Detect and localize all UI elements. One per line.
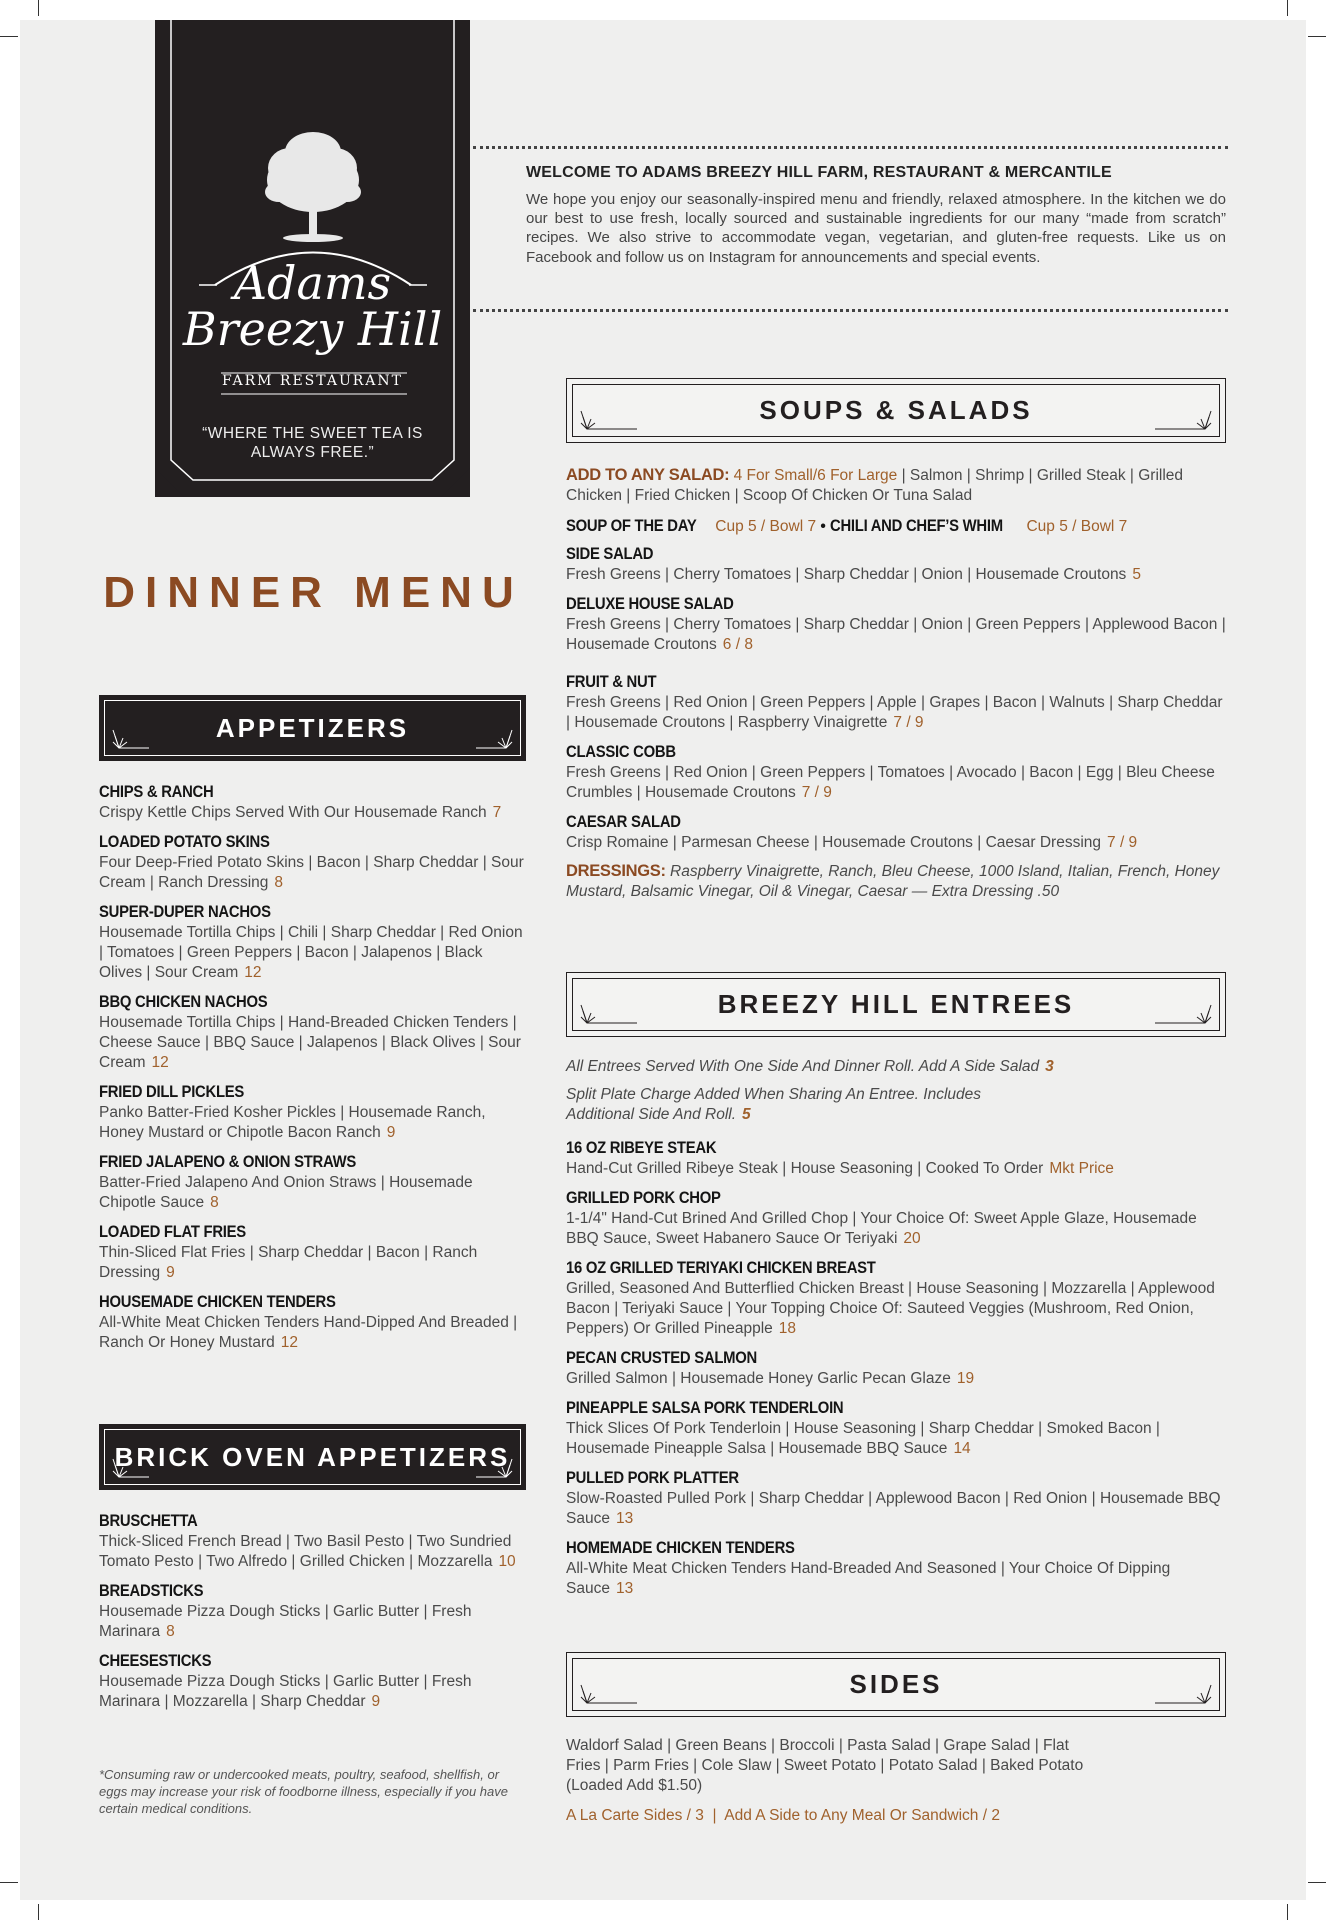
fan-ornament-icon	[579, 409, 639, 433]
menu-item	[99, 1151, 529, 1213]
menu-item	[566, 1467, 1230, 1529]
item-desc: Batter-Fried Jalapeno And Onion Straws | Housemade Chipotle Sauce	[99, 1174, 473, 1211]
item-price: 12	[244, 964, 262, 981]
dotted-divider	[473, 146, 1228, 149]
item-desc: Four Deep-Fried Potato Skins | Bacon | Sharp Cheddar | Sour Cream | Ranch Dressing	[99, 854, 524, 891]
entrees-list	[566, 1057, 1230, 1607]
logo-subtitle: FARM RESTAURANT	[221, 373, 403, 389]
welcome-block	[526, 164, 1226, 267]
dotted-divider	[473, 309, 1228, 312]
tagline: “WHERE THE SWEET TEA IS ALWAYS FREE.”	[202, 425, 423, 461]
item-name: LOADED FLAT FRIES	[99, 1223, 246, 1241]
sides-list	[566, 1736, 1106, 1826]
item-desc: Fresh Greens | Cherry Tomatoes | Sharp Cheddar | Onion | Housemade Croutons	[566, 566, 1127, 583]
item-price: 5	[1132, 566, 1141, 583]
item-desc: Panko Batter-Fried Kosher Pickles | Housemade Ranch, Honey Mustard or Chipotle Bacon Ranch	[99, 1104, 486, 1141]
soup-line	[566, 516, 1230, 537]
item-desc: Grilled, Seasoned And Butterflied Chicken Breast | House Seasoning | Mozzarella | Applewood Bacon | Teriyaki Sauce | Your Topping Choice Of: Sauteed Veggies (Mushroom, Red Onion, Peppers) Or Grilled Pineapple	[566, 1280, 1215, 1337]
item-desc: Crisp Romaine | Parmesan Cheese | Housemade Croutons | Caesar Dressing	[566, 834, 1102, 851]
item-name: 16 OZ RIBEYE STEAK	[566, 1139, 717, 1157]
item-price: 9	[386, 1124, 396, 1141]
menu-item	[99, 991, 529, 1073]
item-price: 20	[903, 1230, 921, 1247]
crop-mark	[1287, 1904, 1288, 1920]
item-name: DELUXE HOUSE SALAD	[566, 595, 734, 613]
menu-item	[99, 781, 529, 823]
appetizers-list	[99, 781, 529, 1361]
menu-item	[99, 1580, 529, 1642]
item-name: BBQ CHICKEN NACHOS	[99, 993, 268, 1011]
item-price: 18	[778, 1320, 797, 1337]
fan-ornament-icon	[579, 1003, 639, 1027]
item-price: 8	[210, 1194, 219, 1211]
item-name: FRUIT & NUT	[566, 673, 657, 691]
item-name: CAESAR SALAD	[566, 813, 681, 831]
logo-banner	[155, 20, 470, 497]
soup-label: SOUP OF THE DAY	[566, 517, 697, 535]
item-price: 14	[953, 1440, 971, 1457]
menu-item	[566, 1137, 1230, 1179]
welcome-heading: WELCOME TO ADAMS BREEZY HILL FARM, RESTAURANT & MERCANTILE	[526, 164, 1112, 181]
crop-mark	[1308, 36, 1326, 37]
crop-mark	[1287, 0, 1288, 16]
soups-salads-title: SOUPS & SALADS	[759, 395, 1033, 425]
menu-item	[99, 1291, 529, 1353]
appetizers-header	[99, 695, 526, 761]
item-price: Mkt Price	[1049, 1160, 1114, 1177]
crop-mark	[0, 1882, 18, 1883]
item-desc: Grilled Salmon | Housemade Honey Garlic Pecan Glaze	[566, 1370, 951, 1387]
item-name: 16 OZ GRILLED TERIYAKI CHICKEN BREAST	[566, 1259, 876, 1277]
entree-note-price: 3	[1045, 1058, 1054, 1075]
item-desc: Hand-Cut Grilled Ribeye Steak | House Seasoning | Cooked To Order	[566, 1160, 1044, 1177]
logo-text-line2: Breezy Hill	[182, 302, 443, 356]
split-plate-note	[566, 1085, 996, 1125]
item-desc: Fresh Greens | Red Onion | Green Peppers | Apple | Grapes | Bacon | Walnuts | Sharp Cheddar | Housemade Croutons | Raspberry Vinaigrette	[566, 694, 1223, 731]
dressings-text: Raspberry Vinaigrette, Ranch, Bleu Cheese, 1000 Island, Italian, French, Honey Mustard, Balsamic Vinegar, Oil & Vinegar, Caesar — Extra Dressing .50	[566, 863, 1220, 900]
entrees-title: BREEZY HILL ENTREES	[717, 989, 1075, 1019]
fan-ornament-icon	[111, 728, 151, 752]
item-desc: Housemade Tortilla Chips | Hand-Breaded Chicken Tenders | Cheese Sauce | BBQ Sauce | Jalapenos | Black Olives | Sour Cream	[99, 1014, 521, 1071]
crop-mark	[1308, 1882, 1326, 1883]
entrees-header	[566, 972, 1226, 1037]
item-name: BREADSTICKS	[99, 1582, 204, 1600]
fan-ornament-icon	[1153, 409, 1213, 433]
brick-oven-title: BRICK OVEN APPETIZERS	[114, 1441, 511, 1472]
crop-mark	[38, 0, 39, 16]
fan-ornament-icon	[1153, 1003, 1213, 1027]
item-price: 8	[166, 1623, 175, 1640]
item-desc: Slow-Roasted Pulled Pork | Sharp Cheddar | Applewood Bacon | Red Onion | Housemade BBQ Sauce	[566, 1490, 1221, 1527]
brick-oven-header	[99, 1424, 526, 1490]
entree-note	[566, 1057, 1230, 1077]
menu-item	[566, 1397, 1230, 1459]
item-name: FRIED DILL PICKLES	[99, 1083, 245, 1101]
item-name: CLASSIC COBB	[566, 743, 676, 761]
item-price: 8	[274, 874, 284, 891]
item-desc: Fresh Greens | Cherry Tomatoes | Sharp Cheddar | Onion | Green Peppers | Applewood Bacon | Housemade Croutons	[566, 616, 1226, 653]
menu-item	[566, 741, 1230, 803]
soups-salads-header	[566, 378, 1226, 443]
item-price: 12	[151, 1054, 169, 1071]
add-price: 4 For Small/6 For Large	[733, 467, 898, 484]
item-desc: Housemade Pizza Dough Sticks | Garlic Butter | Fresh Marinara | Mozzarella | Sharp Cheddar	[99, 1673, 472, 1710]
item-name: PULLED PORK PLATTER	[566, 1469, 739, 1487]
item-name: FRIED JALAPENO & ONION STRAWS	[99, 1153, 357, 1171]
chili-label: CHILI AND CHEF’S WHIM	[830, 517, 1003, 535]
item-name: HOMEMADE CHICKEN TENDERS	[566, 1539, 795, 1557]
item-desc: All-White Meat Chicken Tenders Hand-Breaded And Seasoned | Your Choice Of Dipping Sauce	[566, 1560, 1171, 1597]
menu-item	[566, 1257, 1230, 1339]
add-to-salad	[566, 465, 1230, 506]
item-price: 9	[166, 1264, 175, 1281]
item-price: 6 / 8	[722, 636, 753, 653]
dressings-label: DRESSINGS:	[566, 862, 666, 880]
menu-item	[99, 901, 529, 983]
item-desc: Crispy Kettle Chips Served With Our Housemade Ranch	[99, 804, 487, 821]
item-price: 19	[956, 1370, 975, 1387]
crop-mark	[0, 36, 18, 37]
brick-oven-list	[99, 1510, 529, 1720]
appetizers-title: APPETIZERS	[215, 712, 410, 743]
item-name: GRILLED PORK CHOP	[566, 1189, 721, 1207]
item-desc: Thick-Sliced French Bread | Two Basil Pesto | Two Sundried Tomato Pesto | Two Alfredo | Grilled Chicken | Mozzarella	[99, 1533, 512, 1570]
page-title: DINNER MENU	[103, 568, 524, 617]
fan-ornament-icon	[474, 728, 514, 752]
sides-title: SIDES	[849, 1669, 943, 1699]
item-price: 7 / 9	[801, 784, 832, 801]
menu-item	[99, 1650, 529, 1712]
dressings	[566, 861, 1230, 902]
menu-item	[99, 831, 529, 893]
fan-ornament-icon	[474, 1457, 514, 1481]
menu-item	[566, 593, 1230, 655]
menu-item	[566, 671, 1230, 733]
item-name: CHEESESTICKS	[99, 1652, 212, 1670]
item-name: PINEAPPLE SALSA PORK TENDERLOIN	[566, 1399, 844, 1417]
item-name: BRUSCHETTA	[99, 1512, 198, 1530]
chili-price: Cup 5 / Bowl 7	[1026, 518, 1128, 535]
item-price: 10	[498, 1553, 516, 1570]
split-plate-price: 5	[742, 1106, 751, 1123]
bullet: •	[820, 518, 826, 535]
fan-ornament-icon	[579, 1683, 639, 1707]
entree-note-text: All Entrees Served With One Side And Dinner Roll. Add A Side Salad	[566, 1058, 1040, 1075]
logo-text-line1: Adams	[233, 256, 392, 310]
item-name: SIDE SALAD	[566, 545, 654, 563]
welcome-text: We hope you enjoy our seasonally-inspired menu and friendly, relaxed atmosphere. In the kitchen we do our best to use fresh, locally sourced and sustainable ingredients for our many “made from scratch” recipes. We also strive to accommodate vegan, vegetarian, and gluten-free requests. Like us on Facebook and follow us on Instagram for announcements and special events.	[526, 191, 1226, 266]
split-plate-text: Split Plate Charge Added When Sharing An Entree. Includes Additional Side And Roll.	[566, 1086, 982, 1123]
sides-note: A La Carte Sides / 3 | Add A Side to Any Meal Or Sandwich / 2	[566, 1807, 1000, 1824]
item-desc: Housemade Tortilla Chips | Chili | Sharp Cheddar | Red Onion | Tomatoes | Green Peppers | Bacon | Jalapenos | Black Olives | Sour Cream	[99, 924, 523, 981]
item-desc: Thick Slices Of Pork Tenderloin | House Seasoning | Sharp Cheddar | Smoked Bacon | Housemade Pineapple Salsa | Housemade BBQ Sauce	[566, 1420, 1160, 1457]
item-price: 7 / 9	[893, 714, 924, 731]
soup-price: Cup 5 / Bowl 7	[715, 518, 817, 535]
item-desc: Housemade Pizza Dough Sticks | Garlic Butter | Fresh Marinara	[99, 1603, 472, 1640]
sides-header	[566, 1652, 1226, 1717]
menu-item	[99, 1081, 529, 1143]
item-name: SUPER-DUPER NACHOS	[99, 903, 271, 921]
crop-mark	[38, 1904, 39, 1920]
item-price: 7	[492, 804, 502, 821]
add-items: | Salmon | Shrimp | Grilled Steak | Grilled Chicken | Fried Chicken | Scoop Of Chicken Or Tuna Salad	[566, 467, 1184, 504]
item-price: 12	[280, 1334, 298, 1351]
menu-item	[566, 1537, 1230, 1599]
item-desc: Fresh Greens | Red Onion | Green Peppers | Tomatoes | Avocado | Bacon | Egg | Bleu Cheese Crumbles | Housemade Croutons	[566, 764, 1215, 801]
item-name: HOUSEMADE CHICKEN TENDERS	[99, 1293, 336, 1311]
item-name: LOADED POTATO SKINS	[99, 833, 270, 851]
item-desc: Thin-Sliced Flat Fries | Sharp Cheddar | Bacon | Ranch Dressing	[99, 1244, 478, 1281]
item-price: 9	[371, 1693, 381, 1710]
health-disclaimer: *Consuming raw or undercooked meats, poultry, seafood, shellfish, or eggs may increase your risk of foodborne illness, especially if you have certain medical conditions.	[99, 1767, 508, 1816]
add-label: ADD TO ANY SALAD:	[566, 466, 730, 484]
menu-item	[566, 1347, 1230, 1389]
item-name: PECAN CRUSTED SALMON	[566, 1349, 757, 1367]
item-price: 13	[615, 1580, 634, 1597]
item-price: 13	[615, 1510, 634, 1527]
menu-item	[566, 543, 1230, 585]
item-desc: All-White Meat Chicken Tenders Hand-Dipped And Breaded | Ranch Or Honey Mustard	[99, 1314, 518, 1351]
soups-salads-list	[566, 465, 1230, 902]
item-name: CHIPS & RANCH	[99, 783, 214, 801]
menu-item	[566, 1187, 1230, 1249]
menu-item	[99, 1510, 529, 1572]
menu-item	[99, 1221, 529, 1283]
item-price: 7 / 9	[1107, 834, 1138, 851]
menu-item	[566, 811, 1230, 853]
item-desc: 1-1/4" Hand-Cut Brined And Grilled Chop | Your Choice Of: Sweet Apple Glaze, Housemade BBQ Sauce, Sweet Habanero Sauce Or Teriyaki	[566, 1210, 1197, 1247]
sides-items: Waldorf Salad | Green Beans | Broccoli | Pasta Salad | Grape Salad | Flat Fries | Parm Fries | Cole Slaw | Sweet Potato | Potato Salad | Baked Potato (Loaded Add $1.50)	[566, 1737, 1084, 1794]
fan-ornament-icon	[1153, 1683, 1213, 1707]
